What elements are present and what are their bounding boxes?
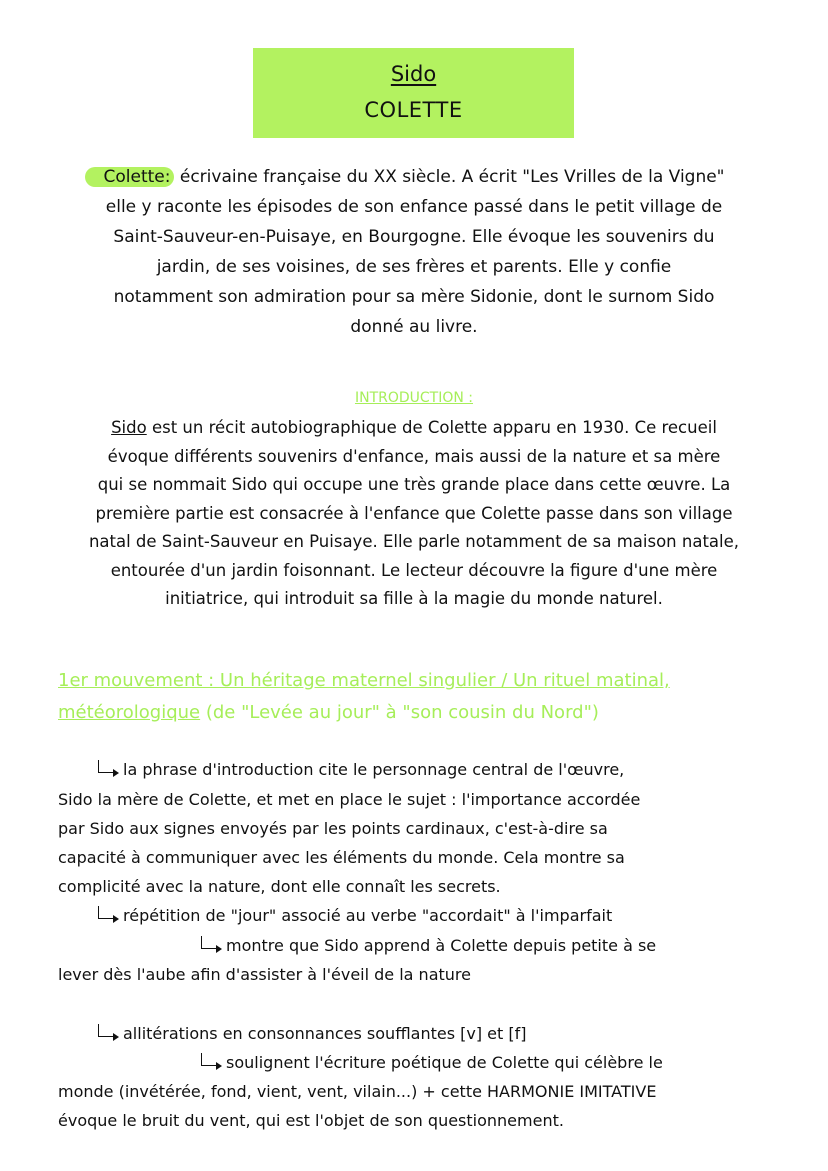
movement-heading [58, 665, 788, 729]
introduction-line: qui se nommait Sido qui occupe une très grande place dans cette œuvre. La [97, 475, 731, 494]
introduction-heading: INTRODUCTION : [354, 390, 474, 406]
movement-heading-line2: météorologique (de "Levée au jour" à "son cousin du Nord") [58, 702, 599, 723]
intro-line: donné au livre. [350, 317, 478, 337]
arrow-icon [98, 906, 113, 919]
introduction-line: natal de Saint-Sauveur en Puisaye. Elle parle notamment de sa maison natale, [88, 532, 740, 551]
note-1-cont: capacité à communiquer avec les éléments du monde. Cela montre sa [58, 848, 625, 867]
note-2-sub-cont: lever dès l'aube afin d'assister à l'éveil de la nature [58, 965, 471, 984]
author-presentation [40, 162, 788, 342]
intro-line: Colette: écrivaine française du XX siècle. A écrit "Les Vrilles de la Vigne" [40, 162, 788, 192]
sido-word: Sido [111, 418, 147, 437]
note-2-sub: montre que Sido apprend à Colette depuis petite à se [201, 936, 656, 955]
introduction-line: initiatrice, qui introduit sa fille à la magie du monde naturel. [165, 589, 663, 608]
note-3-sub-cont: monde (invétérée, fond, vient, vent, vilain...) + cette HARMONIE IMITATIVE [58, 1082, 657, 1101]
introduction-line: Sido est un récit autobiographique de Colette apparu en 1930. Ce recueil [111, 418, 717, 437]
note-3: allitérations en consonnances soufflantes [v] et [f] [98, 1024, 527, 1043]
intro-line: jardin, de ses voisines, de ses frères et parents. Elle y confie [156, 257, 672, 277]
arrow-icon [201, 1053, 216, 1066]
title-author: COLETTE [364, 98, 463, 122]
note-1: la phrase d'introduction cite le personnage central de l'œuvre, [98, 760, 624, 779]
introduction-paragraph [38, 414, 790, 614]
intro-line: Saint-Sauveur-en-Puisaye, en Bourgogne. Elle évoque les souvenirs du [113, 227, 715, 247]
introduction-line: première partie est consacrée à l'enfance que Colette passe dans son village [95, 503, 733, 523]
intro-line: elle y raconte les épisodes de son enfance passé dans le petit village de [105, 197, 723, 217]
note-1-cont: par Sido aux signes envoyés par les points cardinaux, c'est-à-dire sa [58, 819, 608, 838]
note-2: répétition de "jour" associé au verbe "accordait" à l'imparfait [98, 906, 612, 925]
note-1-cont: complicité avec la nature, dont elle connaît les secrets. [58, 877, 501, 896]
arrow-icon [98, 760, 113, 773]
arrow-icon [98, 1024, 113, 1037]
movement-heading-line1: 1er mouvement : Un héritage maternel singulier / Un rituel matinal, [58, 670, 670, 691]
introduction-line: entourée d'un jardin foisonnant. Le lecteur découvre la figure d'une mère [110, 560, 718, 580]
note-3-sub-cont: évoque le bruit du vent, qui est l'objet de son questionnement. [58, 1111, 564, 1130]
note-3-sub: soulignent l'écriture poétique de Colette qui célèbre le [201, 1053, 663, 1072]
note-1-cont: Sido la mère de Colette, et met en place le sujet : l'importance accordée [58, 790, 641, 809]
highlight-colette: Colette: [85, 167, 174, 187]
title-sido: Sido [390, 62, 437, 86]
introduction-line: évoque différents souvenirs d'enfance, mais aussi de la nature et sa mère [107, 446, 721, 466]
arrow-icon [201, 936, 216, 949]
title-box [253, 48, 574, 138]
intro-line: notamment son admiration pour sa mère Sidonie, dont le surnom Sido [113, 287, 715, 307]
